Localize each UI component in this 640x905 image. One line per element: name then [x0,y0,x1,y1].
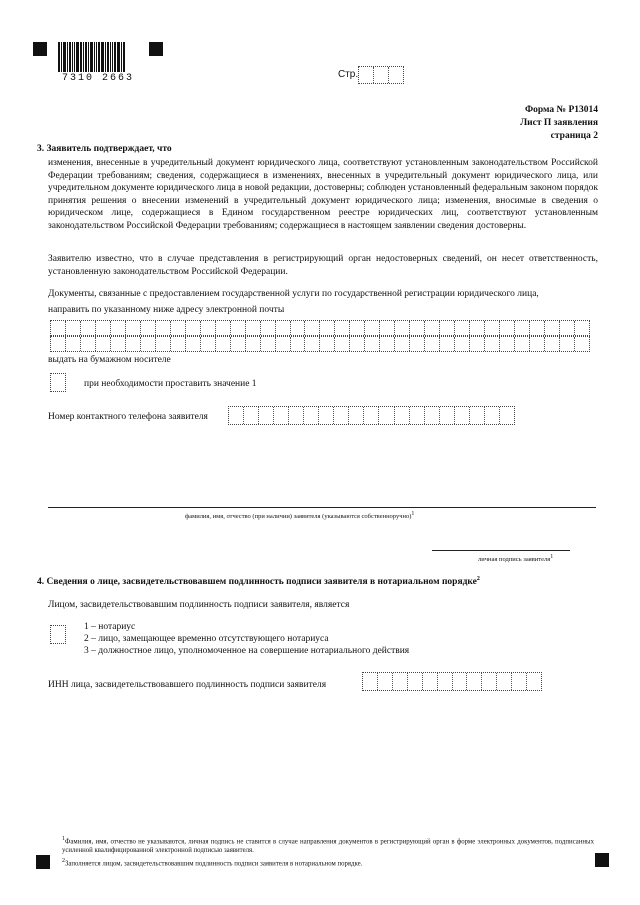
footnote-1 [62,835,594,855]
section-3-paragraph-3: Документы, связанные с предоставлением государственной услуги по государственной регистрации юридического лица, [48,289,539,299]
signature-caption-sup: 1 [550,554,554,560]
footnote-1-text: Фамилия, имя, отчество не указываются, личная подпись не ставится в случае направления документов в регистрирующий орган в форме электронных документов, подписанных усиленной квалифицированной электронной подписью заявителя. [62,838,594,855]
corner-marker-top-left [33,42,47,56]
fio-caption-text: фамилия, имя, отчество (при наличии) заявителя (указываются собственноручно) [185,513,412,521]
corner-marker-bottom-right [595,853,609,867]
phone-label: Номер контактного телефона заявителя [48,412,208,422]
signature-caption-text: личная подпись заявителя [478,556,551,564]
footnote-2 [62,857,594,868]
certifier-option-1: 1 – нотариус [84,622,136,632]
fio-line[interactable] [48,507,596,508]
section-4-title [37,573,480,589]
section-3-title: 3. Заявитель подтверждает, что [37,144,172,154]
barcode-number: 7310 2663 [62,73,135,84]
email-label: направить по указанному ниже адресу электронной почты [48,305,285,315]
section-4-title-text: 4. Сведения о лице, засвидетельствовавшем подлинность подписи заявителя в нотариальном порядке [37,577,477,588]
phone-field[interactable] [228,406,515,425]
inn-label: ИНН лица, засвидетельствовавшего подлинность подписи заявителя [48,680,327,690]
sheet-label: Лист П заявления [520,118,598,128]
corner-marker-bottom-left [36,855,50,869]
inn-field[interactable] [362,672,542,691]
barcode [58,42,140,72]
certifier-option-3: 3 – должностное лицо, уполномоченное на совершение нотариального действия [84,646,410,656]
footnote-2-text: Заполняется лицом, засвидетельствовавшим подлинность подписи заявителя в нотариальном порядке. [65,860,363,868]
fio-caption-sup: 1 [411,511,415,517]
footnote-1-number: 1 [62,836,65,842]
signature-line[interactable] [432,550,570,551]
section-3-paragraph-1: изменения, внесенные в учредительный документ юридического лица, соответствуют установленным законодательством Российской Федерации требованиям; сведения, содержащиеся в изменениях, внесенных в учредительный документ юридического лица, или учредительном документе юридического лица в новой редакции, достоверны; соблюден установленный федеральным законом порядок принятия решения о внесении изменений в учредительный документ юридического лица; изменения, вносимые в сведения о юридическом лице, содержащиеся в Едином государственном реестре юридических лиц, соответствуют установленным законодательством Российской Федерации требованиям; содержащиеся в настоящем заявлении сведения достоверны. [48,158,598,231]
section-3-paragraph-2: Заявителю известно, что в случае представления в регистрирующий орган недостоверных сведений, он несет ответственность, установленную законодательством Российской Федерации. [48,254,598,277]
form-number: Форма № Р13014 [524,105,598,115]
certifier-type-checkbox[interactable] [50,625,66,644]
corner-marker-top-right [149,42,163,56]
page-label: Стр. [338,69,359,80]
email-field-row-2[interactable] [50,336,590,352]
footnote-2-number: 2 [62,858,65,864]
email-field-row-1[interactable] [50,320,590,336]
signature-caption [478,553,553,564]
section-4-title-sup: 2 [476,576,480,582]
section-4-intro: Лицом, засвидетельствовавшим подлинность подписи заявителя, является [48,600,350,610]
page-number-field[interactable] [358,66,404,84]
certifier-option-2: 2 – лицо, замещающее временно отсутствующего нотариуса [84,634,329,644]
fio-caption [185,510,414,521]
paper-checkbox[interactable] [50,373,66,392]
page-of-sheet: страница 2 [550,131,598,141]
paper-hint: при необходимости проставить значение 1 [84,379,257,389]
paper-label: выдать на бумажном носителе [48,355,171,365]
